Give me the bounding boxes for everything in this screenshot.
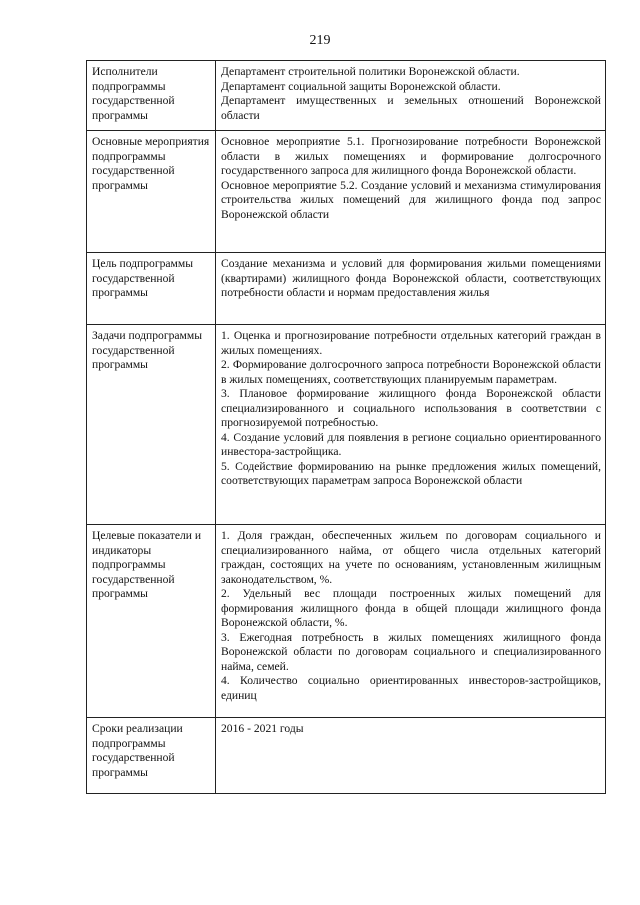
paragraph: 5. Содействие формированию на рынке предложения жилых помещений, соответствующих параметрам запроса Воронежской области: [221, 459, 601, 487]
paragraph: 2016 - 2021 годы: [221, 722, 304, 735]
row-label: Исполнители подпрограммы государственной программы: [87, 61, 216, 131]
table-row: [87, 61, 606, 131]
paragraph: 4. Создание условий для появления в регионе социально ориентированного инвестора-застройщика.: [221, 430, 601, 458]
paragraph: Департамент строительной политики Воронежской области.: [221, 65, 520, 78]
row-label: Основные мероприятия подпрограммы государственной программы: [87, 131, 216, 253]
paragraph: 1. Доля граждан, обеспеченных жильем по договорам социального и специализированного найма, от общего числа отдельных категорий граждан, состоящих на учете по основаниям, установленным жилищным законодательством, %.: [221, 529, 601, 586]
row-label: Сроки реализации подпрограммы государственной программы: [87, 718, 216, 794]
table-row: [87, 525, 606, 718]
table-row: [87, 253, 606, 325]
row-label: Задачи подпрограммы государственной программы: [87, 325, 216, 525]
paragraph: 2. Формирование долгосрочного запроса потребности Воронежской области в жилых помещениях, соответствующих планируемым параметрам.: [221, 358, 601, 386]
row-value: [216, 525, 606, 718]
paragraph: 3. Ежегодная потребность в жилых помещениях жилищного фонда Воронежской области по договорам социального и специализированного найма, семей.: [221, 630, 601, 673]
table-row: [87, 718, 606, 794]
row-value: [216, 325, 606, 525]
paragraph: Основное мероприятие 5.2. Создание условий и механизма стимулирования строительства жилых помещений для жилищного фонда под запрос Воронежской области: [221, 178, 601, 221]
paragraph: 2. Удельный вес площади построенных жилых помещений для формирования жилищного фонда в общей площади жилищного фонда Воронежской области, %.: [221, 587, 601, 629]
row-value: [216, 718, 606, 794]
row-value: [216, 61, 606, 131]
paragraph: Департамент имущественных и земельных отношений Воронежской области: [221, 94, 601, 122]
table-row: [87, 131, 606, 253]
page-number: 219: [309, 33, 331, 48]
paragraph: Департамент социальной защиты Воронежской области.: [221, 79, 501, 93]
paragraph: 4. Количество социально ориентированных инвесторов-застройщиков, единиц: [221, 674, 601, 702]
paragraph: Создание механизма и условий для формирования жильми помещениями (квартирами) жилищного фонда Воронежской области, соответствующих потребности области и нормам предоставления жилья: [221, 257, 601, 299]
row-label: Цель подпрограммы государственной программы: [87, 253, 216, 325]
row-value: [216, 131, 606, 253]
program-passport-table: [86, 60, 606, 794]
table-row: [87, 325, 606, 525]
row-label: Целевые показатели и индикаторы подпрограммы государственной программы: [87, 525, 216, 718]
row-value: [216, 253, 606, 325]
paragraph: 3. Плановое формирование жилищного фонда Воронежской области специализированного и социального использования в соответствии с прогнозируемой потребностью.: [221, 387, 601, 429]
paragraph: Основное мероприятие 5.1. Прогнозирование потребности Воронежской области в жилых помещениях и формирование долгосрочного государственного запроса для жилищного фонда Воронежской области.: [221, 135, 601, 177]
paragraph: 1. Оценка и прогнозирование потребности отдельных категорий граждан в жилых помещениях.: [221, 329, 601, 357]
